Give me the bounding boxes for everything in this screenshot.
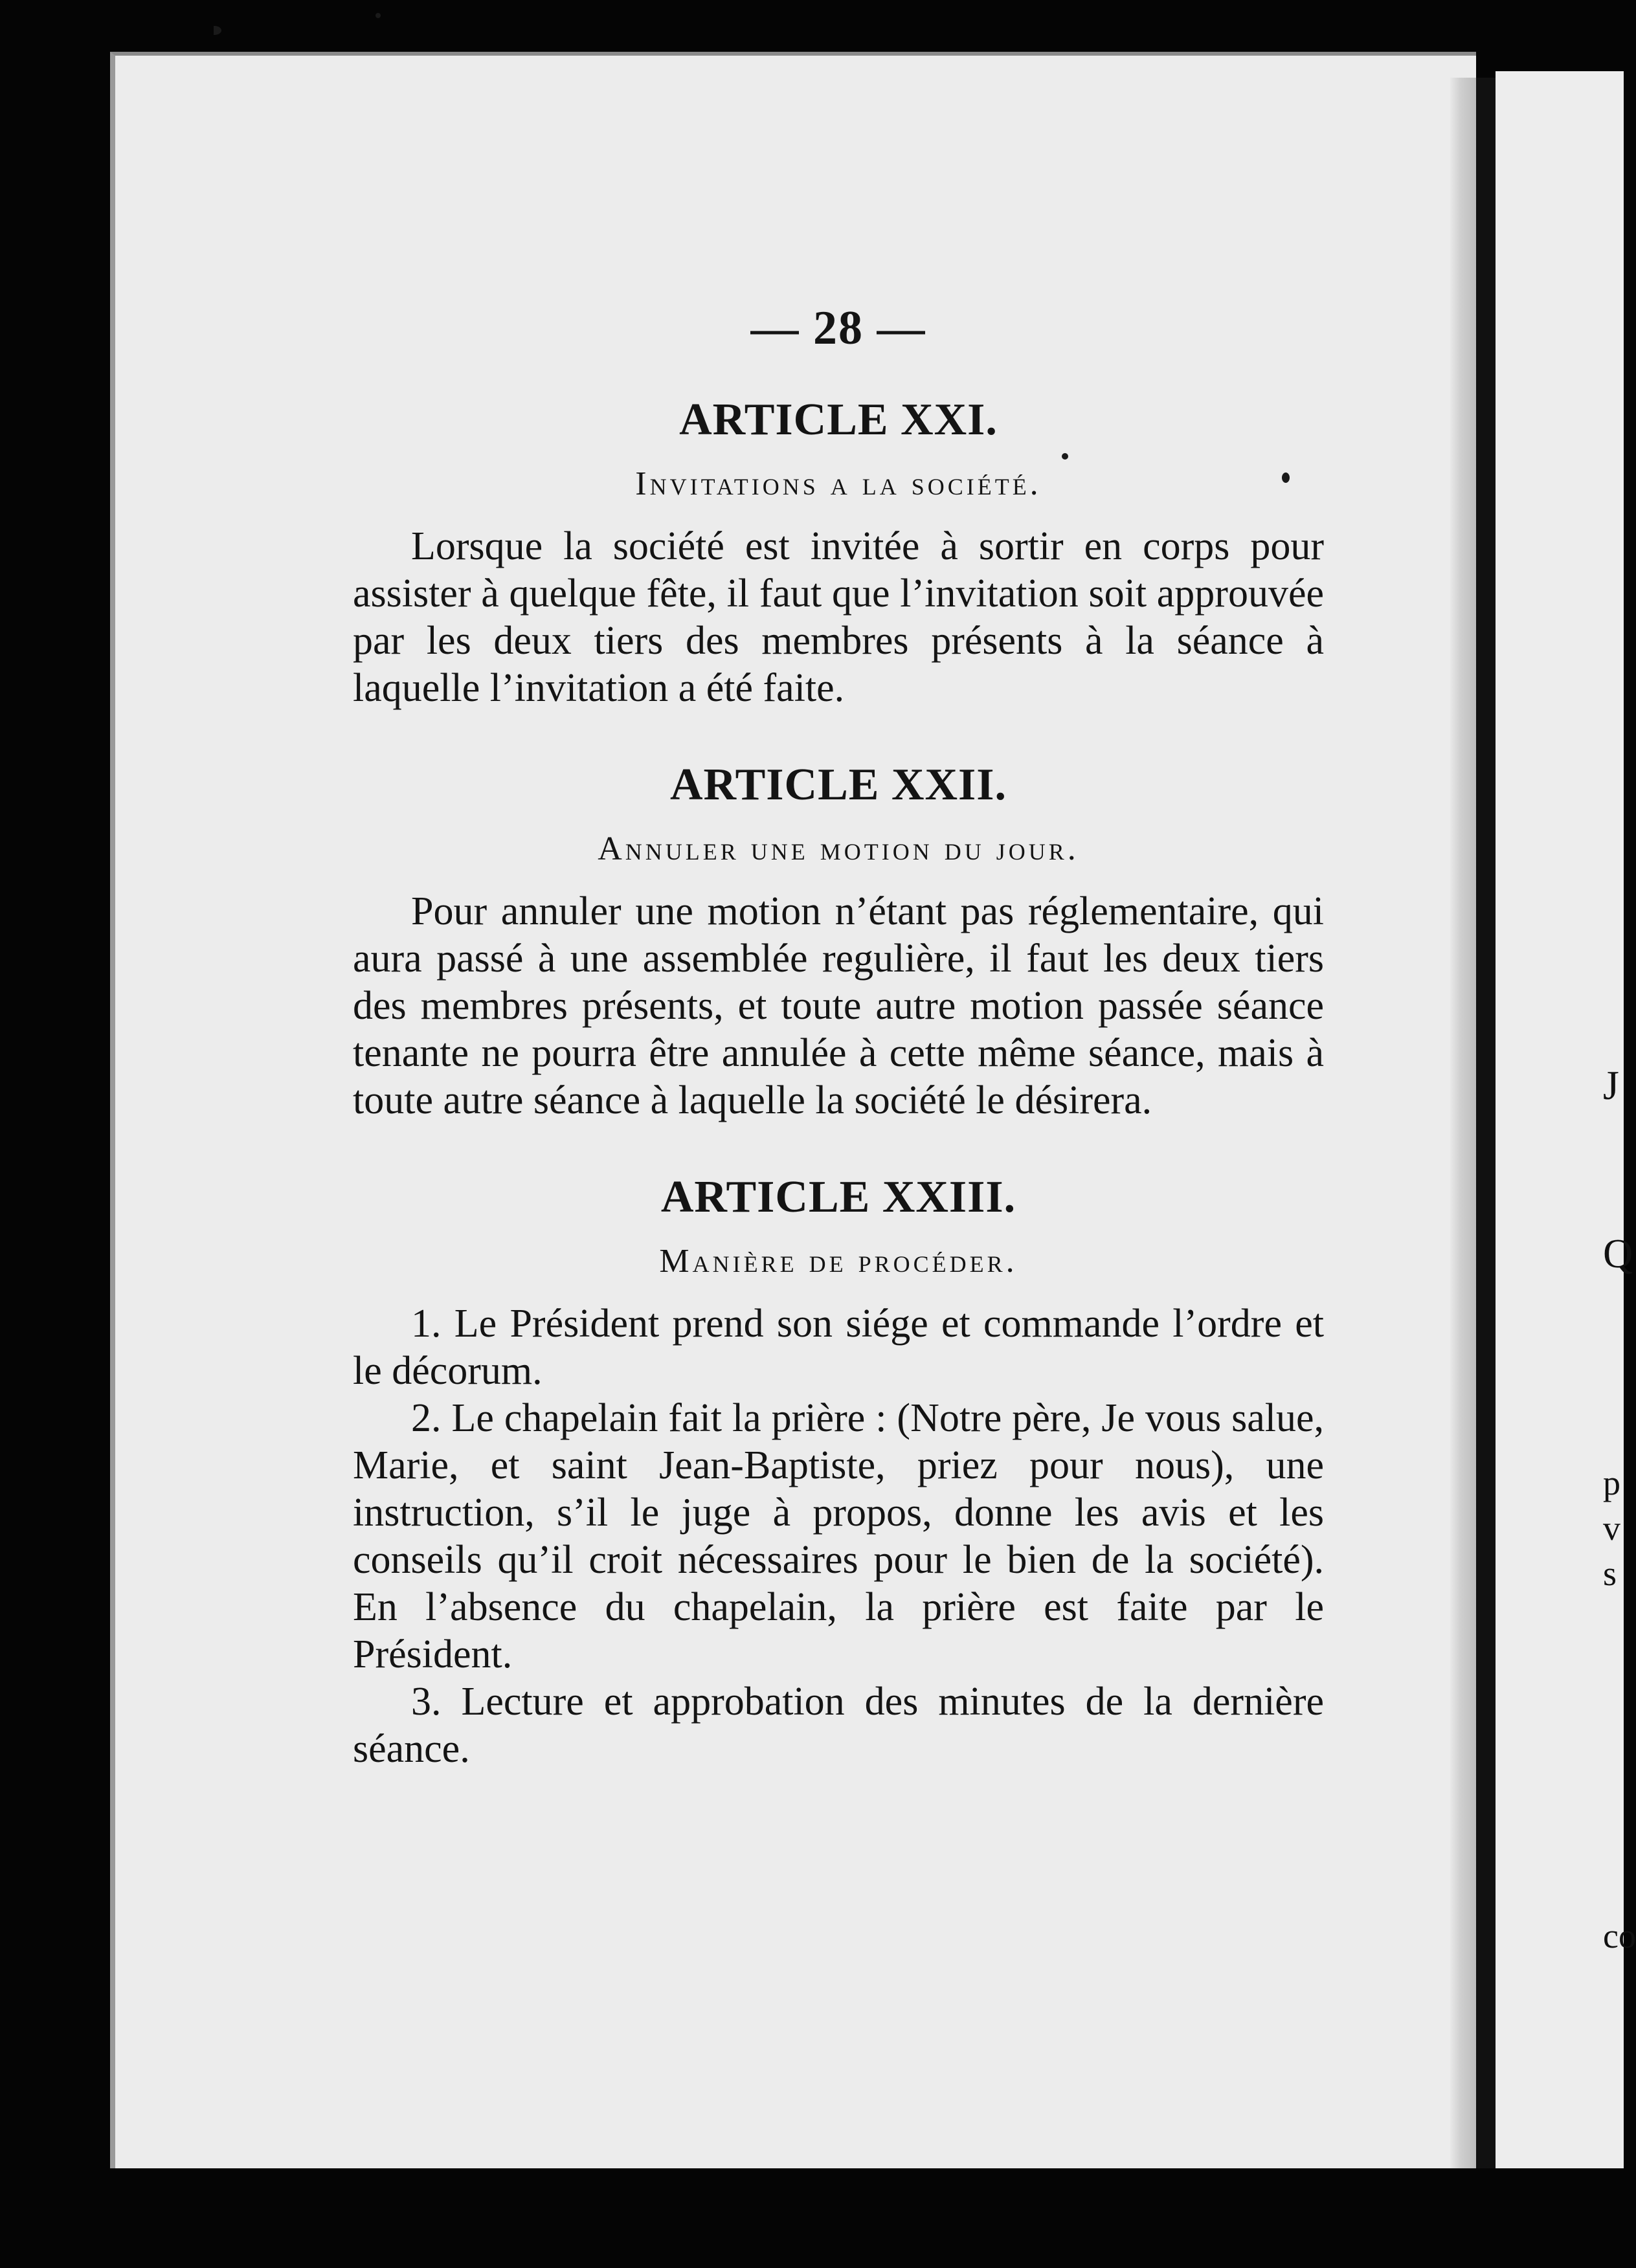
article-xxii	[353, 762, 1324, 1124]
article-xxi	[353, 397, 1324, 712]
procedure-item: 2. Le chapelain fait la prière : (Notre père, Je vous salue, Marie, et saint Jean-Baptiste, priez pour nous), une instruction, s’il le juge à propos, donne les avis et les conseils qu’il croit nécessaires pour le bien de la société). En l’absence du chapelain, la prière est faite par le Président.	[353, 1396, 1324, 1676]
page-edge-shadow	[1450, 78, 1476, 2168]
page-number: — 28 —	[750, 302, 926, 355]
procedure-item: 1. Le Président prend son siége et commande l’ordre et le décorum.	[353, 1302, 1324, 1393]
article-subheading: Invitations a la société.	[635, 465, 1042, 502]
article-subheading: Annuler une motion du jour.	[598, 830, 1079, 867]
article-heading: ARTICLE XXIII.	[660, 1172, 1016, 1222]
page-text-column	[353, 304, 1324, 1773]
article-paragraph: Pour annuler une motion n’étant pas réglementaire, qui aura passé à une assemblée regulière, il faut les deux tiers des membres présents, et toute autre motion passée séance tenante ne pourra être annulée à cette même séance, mais à toute autre séance à laquelle la société le désirera.	[353, 889, 1324, 1122]
book-gutter	[1476, 78, 1496, 2168]
adjacent-page-fragment: v	[1603, 1509, 1620, 1548]
adjacent-page-strip	[1496, 71, 1636, 2168]
adjacent-page-fragment: Q	[1603, 1230, 1633, 1276]
adjacent-page-fragment: s	[1603, 1554, 1617, 1593]
scan-artifact	[194, 12, 214, 38]
article-subheading: Manière de procéder.	[659, 1243, 1018, 1280]
procedure-item: 3. Lecture et approbation des minutes de la dernière séance.	[353, 1680, 1324, 1771]
adjacent-page-fragment: p	[1603, 1463, 1620, 1502]
article-heading: ARTICLE XXII.	[669, 760, 1007, 810]
adjacent-page-fragment: J	[1603, 1062, 1619, 1108]
article-heading: ARTICLE XXI.	[679, 395, 998, 445]
adjacent-page-fragment: co	[1603, 1917, 1636, 1955]
article-paragraph: Lorsque la société est invitée à sortir en corps pour assister à quelque fête, il faut que l’invitation soit approuvée par les deux tiers des membres présents à la séance à laquelle l’invitation a été faite.	[353, 524, 1324, 710]
article-xxiii	[353, 1172, 1324, 1773]
